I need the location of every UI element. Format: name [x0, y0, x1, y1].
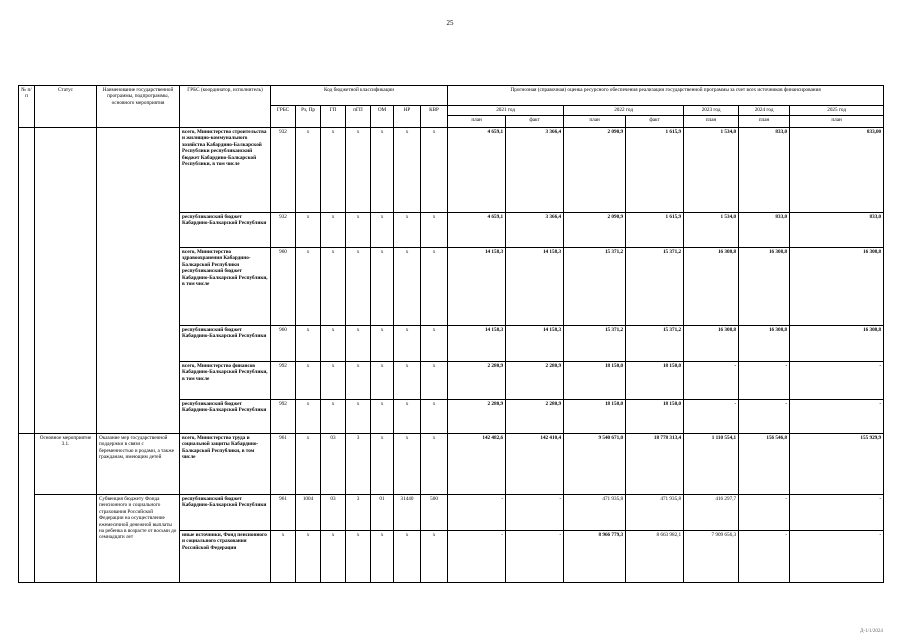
value-cell: 3 366,4 [506, 213, 564, 248]
value-cell: 16 308,8 [790, 326, 884, 362]
code-cell: х [371, 128, 394, 213]
code-cell: 960 [271, 248, 296, 326]
value-cell: - [448, 531, 506, 583]
code-cell: х [321, 213, 346, 248]
header-code-nr: НР [394, 106, 421, 128]
value-cell: 142 482,6 [448, 434, 506, 495]
header-sub-2021-fact: факт [506, 116, 564, 128]
value-cell: 833,00 [790, 128, 884, 213]
value-cell: 471 935,8 [626, 495, 684, 531]
code-cell: х [394, 326, 421, 362]
value-cell: 2 280,9 [448, 362, 506, 400]
code-cell: х [296, 213, 321, 248]
code-cell: х [346, 128, 371, 213]
value-cell: - [739, 531, 790, 583]
value-cell: 4 659,1 [448, 128, 506, 213]
header-code-kvr: КВР [421, 106, 448, 128]
code-cell: х [421, 434, 448, 495]
code-cell: х [346, 531, 371, 583]
value-cell: 16 308,8 [684, 248, 739, 326]
value-cell: - [739, 400, 790, 434]
header-year-2024: 2024 год [739, 106, 790, 116]
value-cell: 2 090,9 [564, 213, 626, 248]
code-cell: х [394, 531, 421, 583]
value-cell: 18 150,0 [626, 400, 684, 434]
value-cell: 15 371,2 [564, 326, 626, 362]
value-cell: 8 966 779,3 [564, 531, 626, 583]
code-cell: х [394, 434, 421, 495]
value-cell: 1 615,9 [626, 213, 684, 248]
value-cell: 156 546,8 [739, 434, 790, 495]
value-cell: 3 366,4 [506, 128, 564, 213]
code-cell: х [421, 326, 448, 362]
code-cell: х [371, 213, 394, 248]
code-cell: х [346, 213, 371, 248]
code-cell: 3 [346, 434, 371, 495]
code-cell: х [296, 434, 321, 495]
header-year-2025: 2025 год [790, 106, 884, 116]
code-cell: х [371, 434, 394, 495]
code-cell: 932 [271, 213, 296, 248]
code-cell: 932 [271, 128, 296, 213]
code-cell: 960 [271, 326, 296, 362]
header-code-om: ОМ [371, 106, 394, 128]
code-cell: х [371, 248, 394, 326]
name-cell [97, 128, 180, 434]
code-cell: х [346, 326, 371, 362]
code-cell: х [271, 531, 296, 583]
code-cell: 992 [271, 400, 296, 434]
value-cell: - [684, 400, 739, 434]
grbs-cell: республиканский бюджет Кабардино-Балкарской Республики [180, 495, 271, 531]
grbs-cell: всего, Министерство здравоохранения Кабардино-Балкарской Республики республиканский бюджет Кабардино-Балкарской Республики, в том числе [180, 248, 271, 326]
value-cell: 14 158,3 [506, 326, 564, 362]
code-cell: х [321, 531, 346, 583]
value-cell: 2 280,9 [448, 400, 506, 434]
value-cell: 2 090,9 [564, 128, 626, 213]
code-cell: х [321, 362, 346, 400]
header-code-pgp: пГП [346, 106, 371, 128]
header-forecast: Прогнозная (справочная) оценка ресурсного обеспечения реализации государственной программы за счет всех источников финансирования [448, 86, 884, 106]
code-cell: х [346, 248, 371, 326]
value-cell: 2 280,9 [506, 400, 564, 434]
value-cell: - [506, 531, 564, 583]
code-cell: 1004 [296, 495, 321, 531]
grbs-cell: республиканский бюджет Кабардино-Балкарской Республики [180, 213, 271, 248]
value-cell: 471 935,8 [564, 495, 626, 531]
value-cell: 15 371,2 [564, 248, 626, 326]
header-sub-2021-plan: план [448, 116, 506, 128]
value-cell: - [739, 495, 790, 531]
header-sub-2022-plan: план [564, 116, 626, 128]
table-row [19, 495, 884, 531]
grbs-cell: всего, Министерство строительства и жилищно-коммунального хозяйства Кабардино-Балкарской Республики республиканский бюджет Кабардино-Балкарской Республики, в том числе [180, 128, 271, 213]
code-cell: х [371, 400, 394, 434]
code-cell: х [394, 213, 421, 248]
status-cell [35, 128, 97, 434]
header-code-grbs: ГРБС [271, 106, 296, 128]
value-cell: - [790, 495, 884, 531]
value-cell: 18 150,0 [564, 362, 626, 400]
value-cell: 16 308,8 [739, 326, 790, 362]
code-cell: х [421, 531, 448, 583]
header-year-2022: 2022 год [564, 106, 684, 116]
value-cell: 833,0 [739, 128, 790, 213]
code-cell: 992 [271, 362, 296, 400]
code-cell: 961 [271, 495, 296, 531]
value-cell: - [684, 362, 739, 400]
code-cell: 31440 [394, 495, 421, 531]
code-cell: 01 [371, 495, 394, 531]
code-cell: 3 [346, 495, 371, 531]
value-cell: 18 778 313,4 [626, 434, 684, 495]
header-num: № п/п [19, 86, 35, 128]
code-cell: х [421, 248, 448, 326]
header-code-gp: ГП [321, 106, 346, 128]
value-cell: 1 110 554,1 [684, 434, 739, 495]
value-cell: 14 158,3 [448, 248, 506, 326]
table-row [19, 434, 884, 495]
value-cell: 18 150,0 [564, 400, 626, 434]
value-cell: 8 663 982,1 [626, 531, 684, 583]
value-cell: - [739, 362, 790, 400]
code-cell: х [321, 248, 346, 326]
value-cell: 16 308,8 [739, 248, 790, 326]
status-cell: Основное мероприятие 3.1. [35, 434, 97, 495]
code-cell: х [421, 213, 448, 248]
value-cell: 15 371,2 [626, 326, 684, 362]
value-cell: 833,0 [790, 213, 884, 248]
value-cell: 833,0 [739, 213, 790, 248]
header-sub-2025-plan: план [790, 116, 884, 128]
value-cell: 142 410,4 [506, 434, 564, 495]
value-cell: 16 308,8 [684, 326, 739, 362]
header-sub-2023-plan: план [684, 116, 739, 128]
code-cell: х [321, 128, 346, 213]
code-cell: х [394, 128, 421, 213]
value-cell: 7 909 656,3 [684, 531, 739, 583]
value-cell: - [790, 362, 884, 400]
page-number: 25 [446, 19, 454, 27]
code-cell: х [346, 362, 371, 400]
code-cell: х [296, 128, 321, 213]
code-cell: х [394, 362, 421, 400]
budget-table [18, 85, 884, 583]
value-cell: 9 540 671,0 [564, 434, 626, 495]
value-cell: - [790, 531, 884, 583]
code-cell: х [421, 400, 448, 434]
code-cell: х [421, 128, 448, 213]
code-cell: х [296, 326, 321, 362]
grbs-cell: иные источники, Фонд пенсионного и социального страхования Российской Федерации [180, 531, 271, 583]
corner-mark: Д-1/1/2024 [860, 629, 883, 634]
status-cell [35, 495, 97, 583]
value-cell: 1 534,0 [684, 213, 739, 248]
value-cell: 14 158,3 [506, 248, 564, 326]
value-cell: - [790, 400, 884, 434]
header-year-2023: 2023 год [684, 106, 739, 116]
code-cell: х [371, 326, 394, 362]
code-cell: 03 [321, 434, 346, 495]
table-row [19, 128, 884, 213]
value-cell: 16 308,8 [790, 248, 884, 326]
num-cell [19, 128, 35, 434]
header-sub-2024-plan: план [739, 116, 790, 128]
code-cell: 961 [271, 434, 296, 495]
value-cell: - [448, 495, 506, 531]
code-cell: х [421, 362, 448, 400]
code-cell: х [296, 400, 321, 434]
value-cell: 2 280,9 [506, 362, 564, 400]
code-cell: х [346, 400, 371, 434]
header-kbk: Код бюджетной классификации [271, 86, 448, 106]
code-cell: х [371, 531, 394, 583]
header-name: Наименование государственной программы, подпрограммы, основного мероприятия [97, 86, 180, 128]
code-cell: х [394, 248, 421, 326]
code-cell: х [394, 400, 421, 434]
value-cell: 18 150,0 [626, 362, 684, 400]
code-cell: х [296, 531, 321, 583]
code-cell: х [321, 400, 346, 434]
grbs-cell: всего, Министерство труда и социальной защиты Кабардино-Балкарской Республики, в том числе [180, 434, 271, 495]
grbs-cell: республиканский бюджет Кабардино-Балкарской Республики [180, 326, 271, 362]
header-code-rzpr: Рз, Пр [296, 106, 321, 128]
value-cell: 1 615,9 [626, 128, 684, 213]
code-cell: х [321, 326, 346, 362]
grbs-cell: республиканский бюджет Кабардино-Балкарской Республики [180, 400, 271, 434]
value-cell: 155 929,9 [790, 434, 884, 495]
num-cell [19, 434, 35, 583]
grbs-cell: всего, Министерство финансов Кабардино-Балкарской Республики, в том числе [180, 362, 271, 400]
header-sub-2022-fact: факт [626, 116, 684, 128]
code-cell: х [296, 362, 321, 400]
value-cell: 1 534,0 [684, 128, 739, 213]
name-cell: Субвенция бюджету Фонда пенсионного и социального страхования Российской Федерации на осуществление ежемесячной денежной выплаты на ребенка в возрасте от восьми до семнадцати лет [97, 495, 180, 583]
code-cell: х [296, 248, 321, 326]
name-cell: Оказание мер государственной поддержки в связи с беременностью и родами, а также гражданам, имеющим детей [97, 434, 180, 495]
value-cell: 15 371,2 [626, 248, 684, 326]
value-cell: 14 158,3 [448, 326, 506, 362]
value-cell: 416 297,7 [684, 495, 739, 531]
value-cell: - [506, 495, 564, 531]
header-status: Статус [35, 86, 97, 128]
code-cell: х [371, 362, 394, 400]
code-cell: 500 [421, 495, 448, 531]
code-cell: 03 [321, 495, 346, 531]
value-cell: 4 659,1 [448, 213, 506, 248]
header-grbs: ГРБС (координатор, исполнитель) [180, 86, 271, 128]
header-year-2021: 2021 год [448, 106, 564, 116]
